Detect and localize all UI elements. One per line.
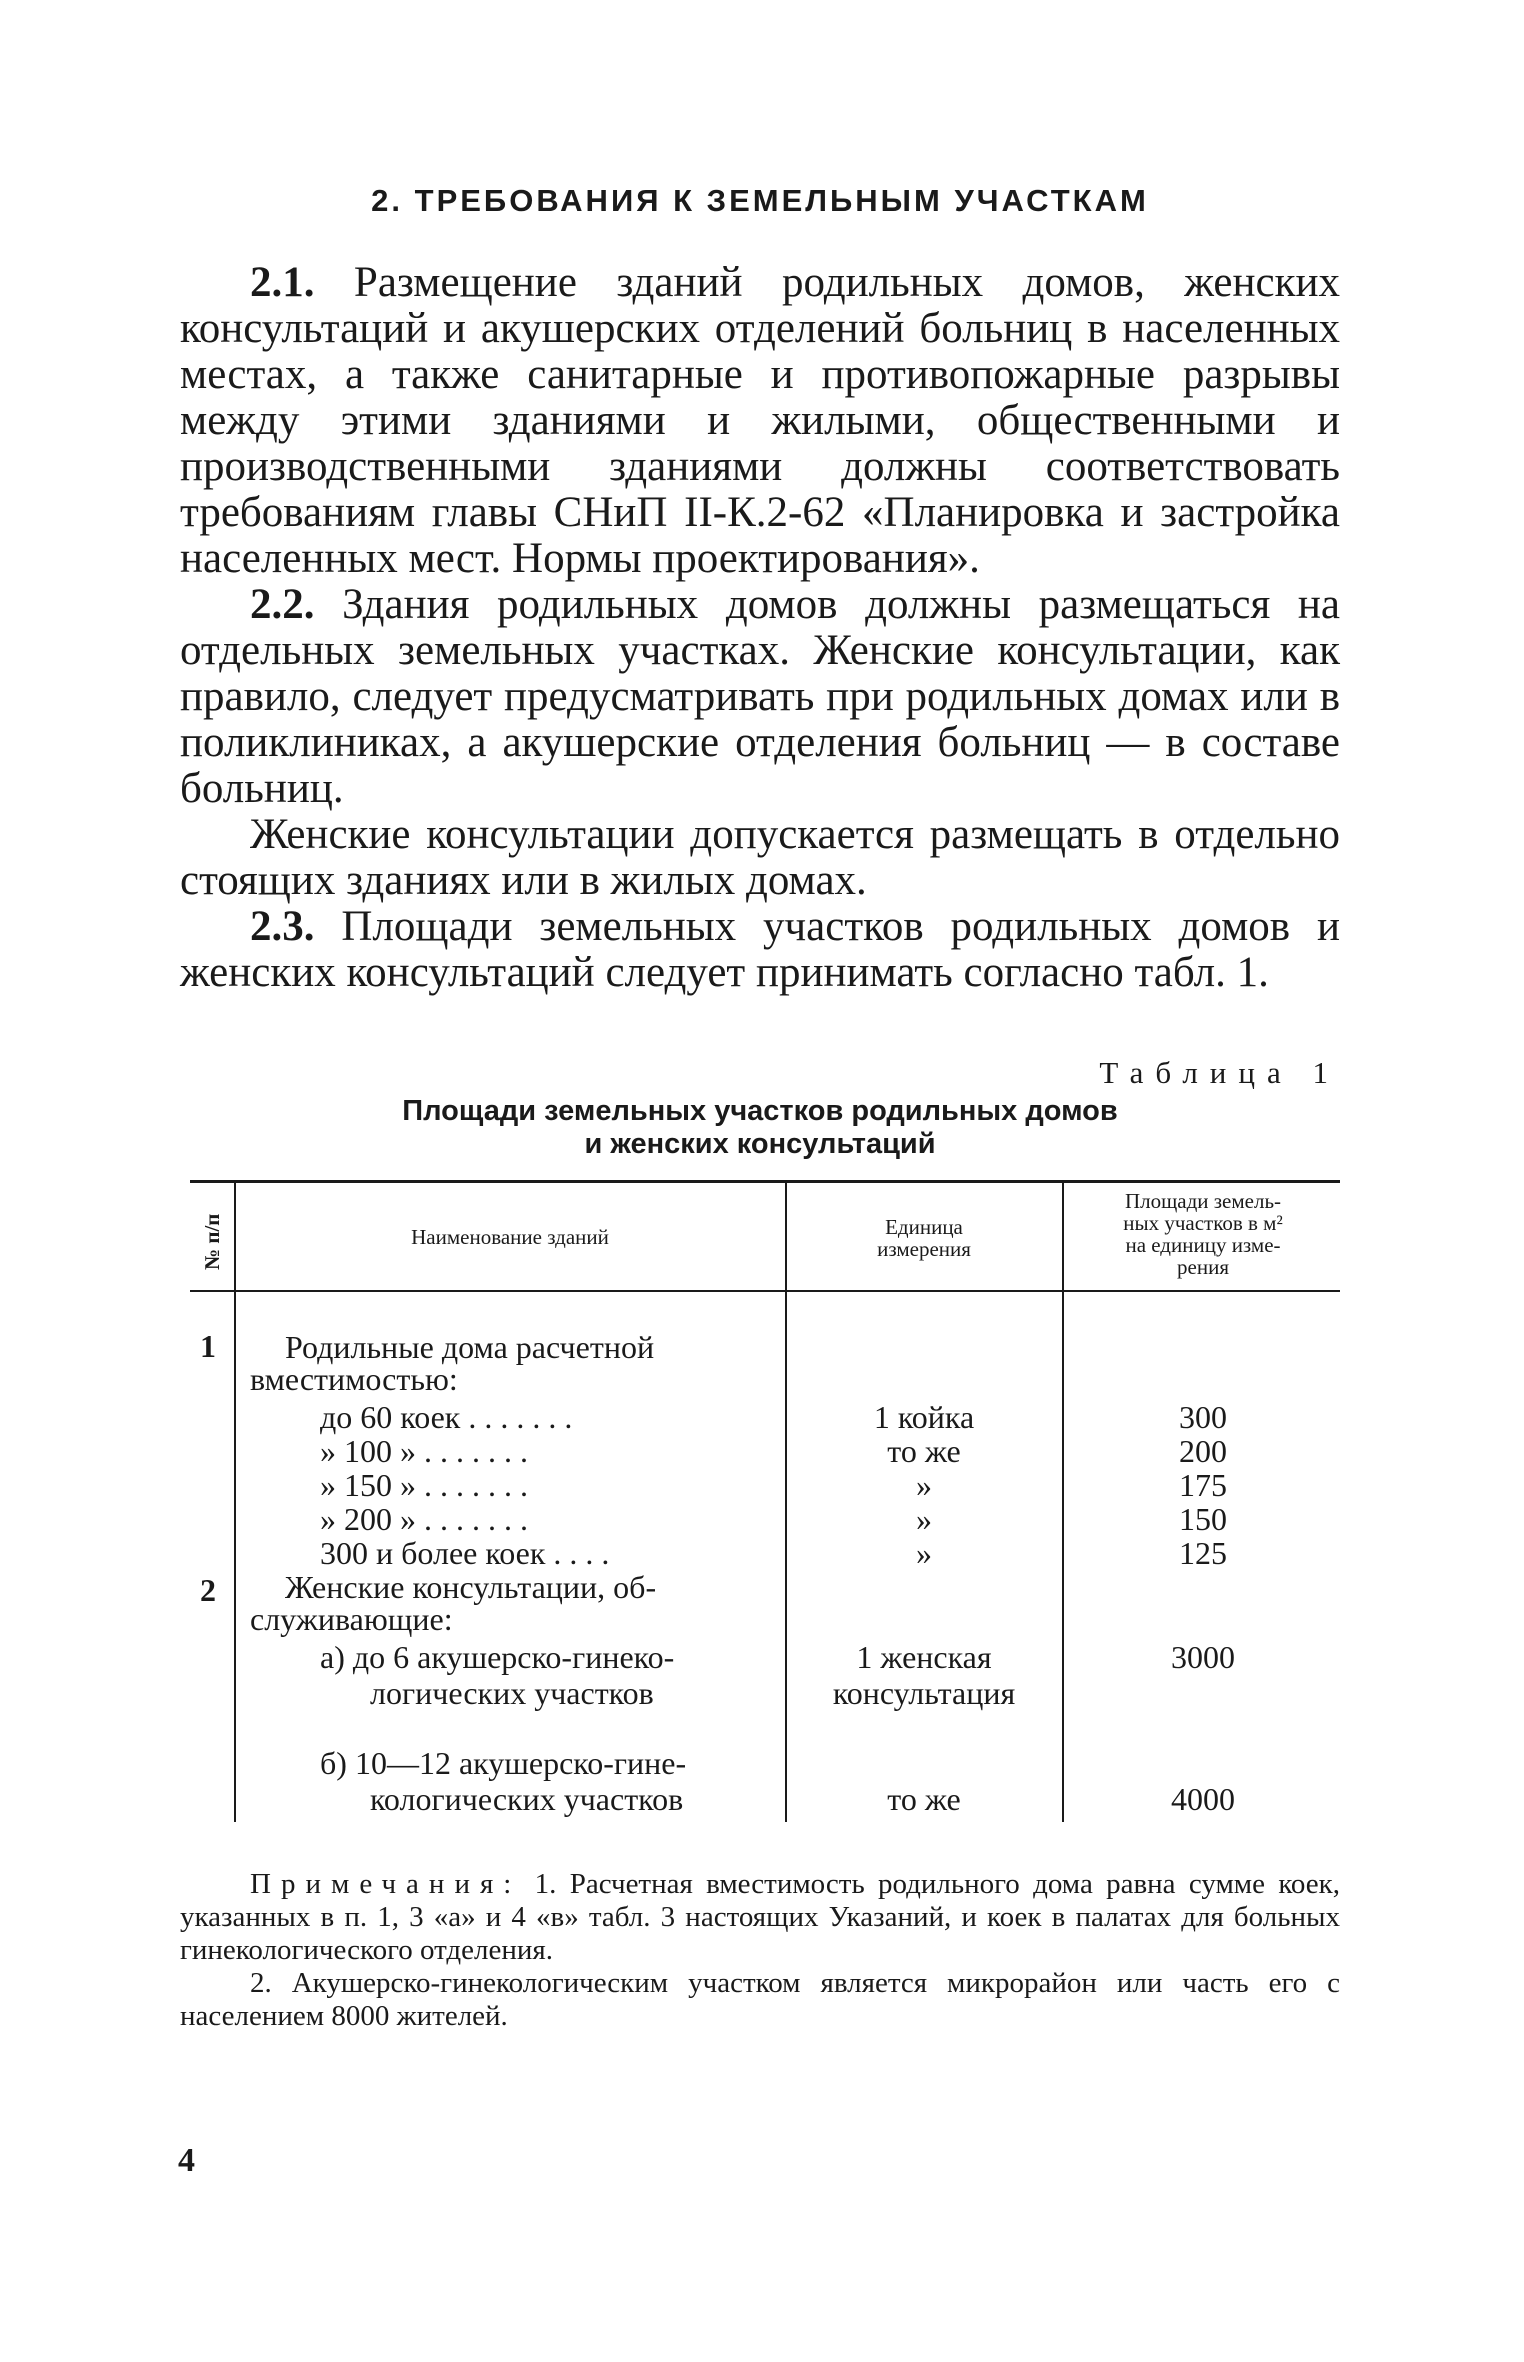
table-header-rule xyxy=(190,1290,1340,1292)
column-divider xyxy=(785,1180,787,1822)
table-caption: Таблица 1 xyxy=(1099,1055,1340,1090)
paragraph-number: 2.1. xyxy=(250,259,315,306)
value-cell: 200 xyxy=(1179,1433,1227,1469)
unit-cell: » xyxy=(916,1467,932,1503)
value-cell: 175 xyxy=(1179,1467,1227,1503)
value-cell: 150 xyxy=(1179,1501,1227,1537)
name-cell: Родильные дома расчетной xyxy=(285,1329,655,1365)
paragraph-number: 2.3. xyxy=(250,903,315,950)
header-number: № п/п xyxy=(200,1213,224,1270)
paragraph-text: Площади земельных участков родильных домов и женских консультаций следует принимать согласно табл. 1. xyxy=(180,903,1340,996)
paragraph-2-3 xyxy=(180,904,1340,996)
note-2 xyxy=(180,1967,1340,2033)
table-top-rule xyxy=(190,1180,1340,1183)
table-title-line: Площади земельных участков родильных домов xyxy=(402,1095,1118,1127)
paragraph-number: 2.2. xyxy=(250,581,315,628)
row-number: 1 xyxy=(200,1328,216,1364)
name-cell: кологических участков xyxy=(370,1781,684,1817)
header-area-line: ных участков в м² xyxy=(1123,1211,1283,1235)
notes-label: Примечания: xyxy=(250,1868,522,1900)
value-cell: 125 xyxy=(1179,1535,1227,1571)
value-cell: 300 xyxy=(1179,1399,1227,1435)
name-cell: а) до 6 акушерско-гинеко- xyxy=(320,1639,675,1675)
name-cell: б) 10—12 акушерско-гине- xyxy=(320,1745,687,1781)
name-cell: » 150 » . . . . . . . xyxy=(320,1467,528,1503)
paragraph-2-1 xyxy=(180,260,1340,582)
header-unit-line: измерения xyxy=(877,1237,971,1261)
unit-cell: то же xyxy=(887,1781,961,1817)
name-cell: служивающие: xyxy=(250,1601,453,1637)
column-divider xyxy=(1062,1180,1064,1822)
name-cell: вместимостью: xyxy=(250,1361,458,1397)
header-unit xyxy=(790,1216,1058,1260)
table-notes xyxy=(180,1868,1340,2033)
paragraph-2-2 xyxy=(180,582,1340,812)
name-cell: до 60 коек . . . . . . . xyxy=(320,1399,573,1435)
note-text: 2. Акушерско-гинекологическим участком является микрорайон или часть его с населением 8000 жителей. xyxy=(180,1967,1340,2032)
name-cell: » 100 » . . . . . . . xyxy=(320,1433,528,1469)
paragraph-text: Здания родильных домов должны размещаться на отдельных земельных участках. Женские консультации, как правило, следует предусматривать при родильных домах или в поликлиниках, а акушерские отделения больниц — в составе больниц. xyxy=(180,581,1340,812)
header-name: Наименование зданий xyxy=(411,1225,609,1249)
paragraph-2-2-cont xyxy=(180,812,1340,904)
name-cell: » 200 » . . . . . . . xyxy=(320,1501,528,1537)
header-unit-line: Единица xyxy=(885,1215,963,1239)
unit-cell: 1 койка xyxy=(873,1399,975,1435)
page-number: 4 xyxy=(178,2142,195,2179)
value-cell: 4000 xyxy=(1171,1781,1235,1817)
unit-cell: консультация xyxy=(832,1675,1016,1711)
unit-cell: » xyxy=(916,1501,932,1537)
name-cell: 300 и более коек . . . . xyxy=(320,1535,610,1571)
column-divider xyxy=(234,1180,236,1822)
table-title-line: и женских консультаций xyxy=(584,1128,936,1160)
note-1 xyxy=(180,1868,1340,1967)
section-heading: 2. ТРЕБОВАНИЯ К ЗЕМЕЛЬНЫМ УЧАСТКАМ xyxy=(371,183,1149,218)
unit-cell: » xyxy=(916,1535,932,1571)
header-area-line: рения xyxy=(1177,1255,1229,1279)
paragraph-text: Женские консультации допускается размещать в отдельно стоящих зданиях или в жилых домах. xyxy=(180,811,1340,904)
unit-cell: 1 женская xyxy=(856,1639,992,1675)
section-body xyxy=(180,260,1340,996)
paragraph-text: Размещение зданий родильных домов, женских консультаций и акушерских отделений больниц в населенных местах, а также санитарные и противопожарные разрывы между этими зданиями и жилыми, общественными и производственными зданиями должны соответствовать требованиям главы СНиП II-К.2-62 «Планировка и застройка населенных мест. Нормы проектирования». xyxy=(180,259,1340,582)
name-cell: логических участков xyxy=(370,1675,654,1711)
table-title xyxy=(180,1095,1340,1161)
header-area-line: на единицу изме- xyxy=(1125,1233,1281,1257)
row-number: 2 xyxy=(200,1572,216,1608)
name-cell: Женские консультации, об- xyxy=(285,1569,657,1605)
note-text: 1. Расчетная вместимость родильного дома равна сумме коек, указанных в п. 1, 3 «а» и 4 «в» табл. 3 настоящих Указаний, и коек в палатах для больных гинекологического отделения. xyxy=(180,1868,1340,1966)
header-area-line: Площади земель- xyxy=(1124,1189,1282,1213)
header-area xyxy=(1066,1190,1340,1278)
value-cell: 3000 xyxy=(1171,1639,1235,1675)
unit-cell: то же xyxy=(887,1433,961,1469)
area-table xyxy=(190,1180,1340,1822)
